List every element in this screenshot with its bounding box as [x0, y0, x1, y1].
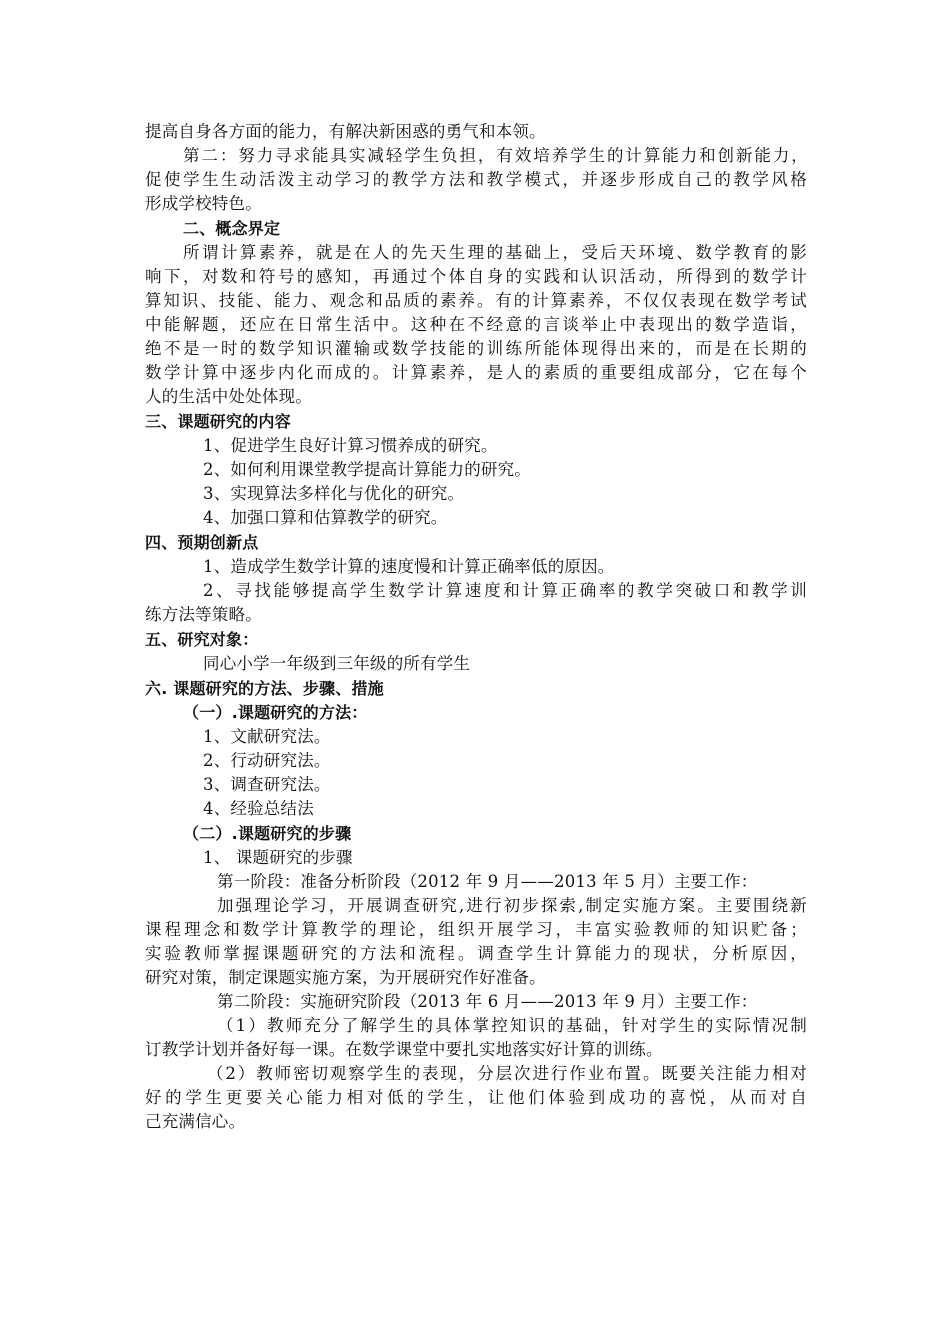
stage-text: 订教学计划并备好每一课。在数学课堂中要扎实地落实好计算的训练。 [145, 1040, 663, 1059]
innovation-heading: 四、预期创新点 [145, 533, 259, 552]
concept-line: 响下，对数和符号的感知，再通过个体自身的实践和认识活动，所得到的数学计 [145, 267, 807, 286]
content-item: 3、实现算法多样化与优化的研究。 [203, 484, 465, 503]
content-item: 1、促进学生良好计算习惯养成的研究。 [203, 436, 498, 455]
concept-line: 人的生活中处处体现。 [145, 387, 312, 406]
second-point-line: 第二：努力寻求能具实减轻学生负担，有效培养学生的计算能力和创新能力， [183, 146, 808, 165]
stage-text: 课程理念和数学计算教学的理论，组织开展学习，丰富实验教师的知识贮备； [145, 920, 807, 939]
stage-text: 实验教师掌握课题研究的方法和流程。调查学生计算能力的现状，分析原因， [145, 944, 807, 963]
methods-heading: 六. 课题研究的方法、步骤、措施 [145, 679, 384, 698]
stage-text: 加强理论学习，开展调查研究,进行初步探索,制定实施方案。主要围绕新 [217, 896, 807, 915]
method-item: 1、文献研究法。 [203, 727, 331, 746]
content-item: 2、如何利用课堂教学提高计算能力的研究。 [203, 460, 531, 479]
innovation-item: 2、寻找能够提高学生数学计算速度和计算正确率的教学突破口和教学训 [203, 581, 807, 600]
stage-text: 研究对策，制定课题实施方案，为开展研究作好准备。 [145, 968, 546, 987]
concept-line: 所谓计算素养，就是在人的先天生理的基础上，受后天环境、数学教育的影 [183, 243, 807, 262]
second-point-line: 促使学生生动活泼主动学习的教学方法和教学模式，并逐步形成自己的教学风格 [145, 170, 807, 189]
concept-line: 数学计算中逐步内化而成的。计算素养，是人的素质的重要组成部分，它在每个 [145, 363, 807, 382]
method-item: 3、调查研究法。 [203, 775, 331, 794]
stage-text: （1）教师充分了解学生的具体掌控知识的基础，针对学生的实际情况制 [217, 1016, 807, 1035]
content-item: 4、加强口算和估算教学的研究。 [203, 508, 448, 527]
stage-text: 好的学生更要关心能力相对低的学生，让他们体验到成功的喜悦，从而对自 [145, 1088, 807, 1107]
stage-title: 第一阶段：准备分析阶段（2012 年 9 月——2013 年 5 月）主要工作： [217, 872, 758, 891]
methods-subheading: （一）.课题研究的方法： [183, 703, 368, 722]
steps-subheading: （二）.课题研究的步骤 [183, 824, 352, 843]
second-point-line: 形成学校特色。 [145, 194, 262, 213]
step-title: 1、 课题研究的步骤 [203, 848, 353, 867]
concept-heading: 二、概念界定 [183, 219, 281, 238]
objects-heading: 五、研究对象： [145, 630, 259, 649]
intro-line: 提高自身各方面的能力，有解决新困惑的勇气和本领。 [145, 122, 546, 141]
concept-line: 算知识、技能、能力、观念和品质的素养。有的计算素养，不仅仅表现在数学考试 [145, 291, 807, 310]
concept-line: 绝不是一时的数学知识灌输或数学技能的训练所能体现得出来的，而是在长期的 [145, 339, 807, 358]
innovation-item: 练方法等策略。 [145, 605, 262, 624]
stage-text: （2）教师密切观察学生的表现，分层次进行作业布置。既要关注能力相对 [207, 1064, 807, 1083]
concept-line: 中能解题，还应在日常生活中。这种在不经意的言谈举止中表现出的数学造诣， [145, 315, 807, 334]
method-item: 2、行动研究法。 [203, 751, 331, 770]
stage-text: 己充满信心。 [145, 1112, 246, 1131]
method-item: 4、经验总结法 [203, 799, 314, 818]
objects-text: 同心小学一年级到三年级的所有学生 [203, 654, 471, 673]
stage-title: 第二阶段：实施研究阶段（2013 年 6 月——2013 年 9 月）主要工作： [217, 992, 758, 1011]
innovation-item: 1、造成学生数学计算的速度慢和计算正确率低的原因。 [203, 557, 615, 576]
content-heading: 三、课题研究的内容 [145, 412, 291, 431]
